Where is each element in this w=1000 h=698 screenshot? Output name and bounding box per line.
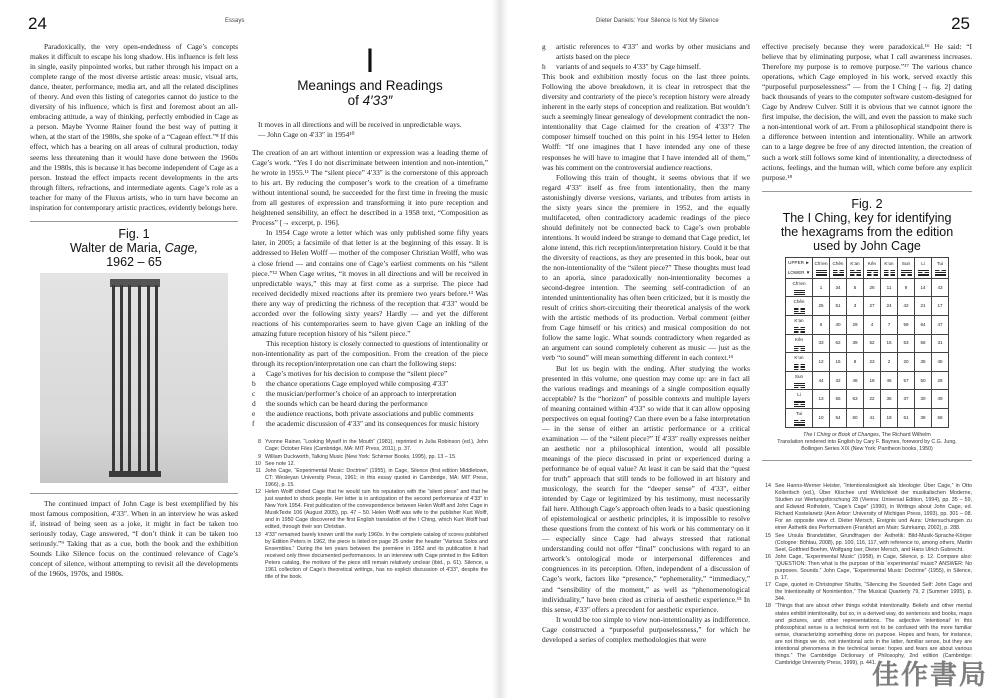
hexagram-cell: 62: [830, 334, 847, 353]
trigram-icon: [794, 290, 805, 296]
divider: [762, 460, 972, 461]
table-row: [786, 409, 949, 428]
divider: [762, 191, 972, 192]
column-header: Li: [915, 257, 932, 278]
footnote: 16 John Cage, “Experimental Music” (1958), in Cage, Silence, p. 12. Compare also: “QUESTION: Then what is the purpose of this ‘experimental’ music? ANSWER: No purposes. Sounds.” John Cage, “Experimental Music: Doctrine” (1955), in Silence, p. 17.: [765, 553, 972, 582]
hexagram-cell: 31: [932, 334, 949, 353]
table-row: [786, 315, 949, 334]
hexagram-cell: 18: [864, 371, 881, 390]
hexagram-cell: 57: [898, 371, 915, 390]
corner-header: UPPER ► LOWER ▼: [786, 257, 813, 278]
running-head: Essays: [225, 18, 245, 24]
hexagram-cell: 43: [932, 278, 949, 297]
hexagram-cell: 19: [881, 409, 898, 428]
trigram-icon: [794, 420, 805, 426]
hexagram-cell: 41: [864, 409, 881, 428]
hexagram-cell: 11: [881, 278, 898, 297]
hexagram-cell: 23: [864, 353, 881, 372]
trigram-icon: [794, 308, 805, 314]
footnote: 13 4′33″ remained barely known until the early 1960s. In the complete catalog of scores published by Edition Peters in 1962, the piece is listed on page 25 under the header “Various Solos and Ensembles.” During the ten years between the premiere in 1952 and its publication it had received only three documented performances. In an interview with Cage printed in the Edition Peters catalog, the motives of the piece still remain relatively unclear (ibid., p. 61). Silence, a 1961 collection of Cage’s theoretical writings, has no explicit discussion of 4′33″, despite the title of the book.: [255, 531, 488, 581]
hexagram-cell: 51: [830, 297, 847, 316]
trigram-icon: [901, 270, 912, 276]
hexagram-cell: 28: [932, 371, 949, 390]
running-head: Dieter Daniels: Your Silence Is Not My Silence: [596, 18, 719, 24]
footnotes: [252, 439, 488, 581]
epigraph-quote: It moves in all directions and will be received in unpredictable ways.: [258, 120, 462, 129]
body-paragraph: In 1954 Cage wrote a letter which was only published some fifty years later, in 2005; a facsimile of that letter is at the beginning of this essay. It is addressed to Helen Wolff — mother of the composer Christian Wolff, who was a close friend — and contains one of Cage’s earliest comments on his “silent piece.”¹² When Cage writes, “it moves in all directions and will be received in unpredictable ways,” this may at first come as a surprise. The piece had received decidedly mixed reactions after its premiere two years before.¹³ Was there any way of predicting the richness of the reception that 4′33″ would be accorded over the following sixty years? Hardly — and yet the different reactions of his contemporaries seem to have given Cage an inkling of the amazing future reception history of his “silent piece.”: [252, 228, 488, 338]
row-header: Li: [786, 390, 813, 409]
publisher-watermark: 佳作書局: [872, 660, 988, 691]
hexagram-cell: 40: [830, 315, 847, 334]
row-header: K’un: [786, 353, 813, 372]
table-row: [786, 390, 949, 409]
hexagram-cell: 60: [847, 409, 864, 428]
footnote: 18 “Things that are about other things exhibit intentionality. Beliefs and other mental states exhibit intentionality, but so, in a derived way, do sentences and books, maps and pictures, and other representations. The adjective ‘intentional’ in this philosophical sense is a technical term not to be confused with the more familiar sense, characterizing something done on purpose. Hopes and fears, for instance, are not things we do, not intentional acts in the latter, familiar sense, but they are intentional phenomena in the technical sense: hopes and fears are about various things.” The Cambridge Dictionary of Philosophy, 2nd edition (Cambridge: Cambridge University Press, 1999), p. 441.: [765, 603, 972, 667]
page-number: 25: [951, 14, 970, 33]
trigram-icon: [794, 327, 805, 333]
figure-1-title: Fig. 1 Walter de Maria, Cage, 1962 – 65: [69, 226, 199, 269]
trigram-icon: [850, 270, 861, 276]
epigraph-attribution: — John Cage on 4′33″ in 1954¹⁰: [258, 130, 355, 139]
hexagram-cell: 49: [932, 390, 949, 409]
column-header: Chên: [830, 257, 847, 278]
hexagram-cell: 14: [915, 278, 932, 297]
hexagram-cell: 54: [830, 409, 847, 428]
i-ching-hexagram-table: [785, 257, 949, 428]
trigram-icon: [794, 346, 805, 352]
hexagram-cell: 30: [915, 390, 932, 409]
right-column-2: [762, 42, 972, 667]
hexagram-cell: 7: [881, 315, 898, 334]
list-item: b the chance operations Cage employed while composing 4′33″: [252, 379, 449, 389]
table-row: [786, 371, 949, 390]
row-header: Chên: [786, 297, 813, 316]
divider: [30, 221, 238, 222]
hexagram-cell: 39: [847, 334, 864, 353]
footnote: 15 See Ursula Brandstätter, Grundfragen der Ästhetik: Bild-Musik-Sprache-Körper (Cologne: Böhlau, 2008), pp. 100, 116, 117, with reference to, among others, Martin Seel, Gottfried Boehm, Wolfgang Iser, Dieter Mersch, and Hans Ulrich Gubrecht.: [765, 532, 972, 553]
trigram-icon: [816, 270, 827, 276]
body-paragraph: Following this train of thought, it seems obvious that if we regard 4′33″ itself as free from intentionality, then the many astonishingly diverse versions, variants, and tributes from artists in the sixty years since the premiere in 1952, and the equally multifaceted, often contradictory academic readings of the piece should definitely not be connected back to Cage’s own probable intentions. It would indeed be strange to demand that Cage predict, let alone intend, this rich reception/interpretation history. Could it be that the diversity of reactions, as they are presented in this book, bear out the non-intentionality of the “silent piece?” These thoughts must lead to an aporia, since paradoxically non-intentionality becomes a second-degree intention. The seeming self-contradiction of an intended unintentionality has often been criticized, but it is mostly the result of critics short-circuiting their theoretical analysis of the work with the artistic methods of its production. Verbal comment (either from Cage himself or his critics) and musical composition do not follow the same logic. What sounds contradictory when regarded as an argument can sound completely coherent as music — just as the verb “to sound” will mean something different in each context.¹⁴: [542, 172, 750, 363]
table-row: [786, 334, 949, 353]
hexagram-cell: 4: [864, 315, 881, 334]
hexagram-cell: 53: [898, 334, 915, 353]
body-paragraph: This book and exhibition mostly focus on the last three points. Following the above breakdown, it is clear in retrospect that the diversity and contrariety of the piece’s reception history were already inherent in the early steps of conception and realization. But wouldn’t such a seemingly linear genealogy of development contradict the non-intentionality that Cage claimed for the creation of 4′33″? The composer himself touched on this point in his 1954 letter to Helen Wolff: “If one imagines that I have intended any one of these responses he will have to imagine that I have intended all of them,” was his comment on the controversial audience reactions.: [542, 72, 750, 172]
column-header: Ch’ien: [813, 257, 830, 278]
column-header: Kên: [864, 257, 881, 278]
hexagram-cell: 5: [847, 278, 864, 297]
hexagram-cell: 24: [881, 297, 898, 316]
hexagram-cell: 44: [813, 371, 830, 390]
row-header: K’an: [786, 315, 813, 334]
hexagram-cell: 52: [864, 334, 881, 353]
left-column-1: [30, 42, 238, 579]
page-number: 24: [28, 14, 47, 33]
list-item: e the audience reactions, both private associations and public comments: [252, 409, 474, 419]
trigram-icon: [794, 364, 805, 370]
hexagram-cell: 32: [830, 371, 847, 390]
hexagram-cell: 22: [864, 390, 881, 409]
hexagram-cell: 29: [847, 315, 864, 334]
hexagram-cell: 26: [864, 278, 881, 297]
table-row: [786, 278, 949, 297]
hexagram-cell: 64: [915, 315, 932, 334]
trigram-icon: [833, 270, 844, 276]
column-header: K’an: [847, 257, 864, 278]
body-paragraph: It would be too simple to view non-intentionality as indifference. Cage constructed a “purposeful purposelessness,” for which he developed a series of complex methodologies that were: [542, 614, 750, 644]
hexagram-cell: 16: [830, 353, 847, 372]
hexagram-cell: 17: [932, 297, 949, 316]
column-header: K’un: [881, 257, 898, 278]
hexagram-cell: 21: [915, 297, 932, 316]
hexagram-cell: 58: [932, 409, 949, 428]
list-item: g artistic references to 4′33″ and works by other musicians and artists based on the piece: [542, 42, 750, 62]
trigram-icon: [918, 270, 929, 276]
table-row: [786, 297, 949, 316]
hexagram-cell: 6: [813, 315, 830, 334]
figure-1-photo-cage-sculpture: [40, 273, 228, 483]
hexagram-cell: 55: [830, 390, 847, 409]
hexagram-cell: 36: [881, 390, 898, 409]
footnote: 12 Helen Wolff chided Cage that he would ruin his reputation with the “silent piece” and that he just wanted to shock people. Her letter is in anticipation of the second performance of 4′33″ in New York 1954. First publication of the correspondence between Helen Wolff and John Cage in MusikTexte 106 (August 2005), pp. 47 – 50. Helen Wolff was wife to the publisher Kurt Wolff, and in 1950 Cage discovered the first English translation of the I Ching, which Kurt Wolff had edited, through their son Christian.: [255, 488, 489, 531]
list-item: f the academic discussion of 4′33″ and its consequences for music history: [252, 419, 480, 429]
hexagram-cell: 33: [813, 334, 830, 353]
epigraph: [252, 120, 488, 140]
divider: [30, 493, 238, 494]
hexagram-cell: 8: [847, 353, 864, 372]
column-header: Sun: [898, 257, 915, 278]
footnote: 9 William Duckworth, Talking Music (New York: Schirmer Books, 1995), pp. 13 – 15.: [258, 453, 457, 460]
hexagram-cell: 3: [847, 297, 864, 316]
row-header: Ch’ien: [786, 278, 813, 297]
hexagram-cell: 35: [915, 353, 932, 372]
trigram-icon: [884, 270, 895, 276]
hexagram-cell: 45: [932, 353, 949, 372]
hexagram-cell: 20: [898, 353, 915, 372]
cage-sculpture-image: [112, 277, 158, 477]
footnote: 11 John Cage, “Experimental Music: Doctrine” (1955), in Cage, Silence (first edition Middletown, CT: Wesleyan University Press, 1961; in this essay quoted in Cambridge, MA: MIT Press, 1966), p. 15.: [255, 467, 488, 488]
list-item: h variants of and sequels to 4′33″ by Cage himself.: [542, 62, 701, 72]
footnote: 14 See Hanns-Werner Heister, “Intentionslosigkeit als Ideologie: Über Cage,” in Otto Kolleritsch (ed.), Über Klischee und Wirklichkeit der musikalischen Moderne, Studien zur Wertungsforschung 28 (Vienna: Universal Edition, 1994), pp. 35 – 59, and Edward Rothstein, “Cage’s Cage” (1990), in Writings about John Cage, ed. Richard Kostelanetz (Ann Arbor: University of Michigan Press, 1993), pp. 301 – 08. For an opposite view cf. Dieter Mersch, Ereignis und Aura: Untersuchungen zu einer Ästhetik des Performativen (Frankfurt am Main: Suhrkamp, 2002), p. 288.: [765, 482, 972, 532]
hexagram-cell: 63: [847, 390, 864, 409]
hexagram-cell: 2: [881, 353, 898, 372]
body-paragraph: effective precisely because they were paradoxical.¹⁶ He said: “I believe that by eliminating purpose, what I call awareness increases. Therefore my purpose is to remove purpose.”¹⁷ The various chance operations, which Cage employed in his work, served exactly this “purposeful purposelessness” — from the I Ching [→ fig. 2] dating back thousands of years to the computer software custom-designed for Cage by Andrew Culver. Still it is obvious that we cannot ignore the first impulse, the decision, the will, and even the passion to make such a non-intentional work of art. From a philosophical standpoint there is a difference between intention and intentionality. While an artwork can to a large degree be free of any directed intention, the creation of such a work still follows some kind of intentionality, a directedness of actions, feelings, and the human will, which come before any explicit purpose.¹⁸: [762, 42, 972, 182]
hexagram-cell: 37: [898, 390, 915, 409]
steps-list: [252, 369, 488, 429]
row-header: Tui: [786, 409, 813, 428]
list-item: a Cage’s motives for his decision to compose the “silent piece”: [252, 369, 448, 379]
row-header: Kên: [786, 334, 813, 353]
trigram-icon: [935, 270, 946, 276]
figure-2-caption: The I Ching or Book of Changes, The Richard Wilhelm Translation rendered into English by Cary F. Baynes, foreword by C.G. Jung, Bollingen Series XIX (New York: Pantheon books, 1950): [777, 431, 957, 453]
hexagram-cell: 47: [932, 315, 949, 334]
intro-paragraph: Paradoxically, the very open-endedness of Cage’s concepts makes it difficult to escape his long shadow. His influence is felt less in single, easily pinpointed works, but rather through his impact on a complete range of the most diverse artistic areas: music, visual arts, dance, theater, performance, media art, and all the related disciplines of theory. And even this listing of categories cannot do justice to the diversity of his influence, which is first and foremost about an all-embracing attitude, a way of thinking, perfectly embodied in Cage as a person. Maybe Yvonne Rainer found the best way of putting it when, at the start of the 1980s, she spoke of a “Cagean effect.”⁸ If this effect, which has a bearing on all areas of cultural production, today seems less threatening than it would have done between the 1960s and the 1980s, this is because it has become independent of Cage as a person. Instead the effect impacts recent developments in the arts through filters, refractions, and intermediate agents. Cage’s role as a teacher for many of the Fluxus artists, who in turn have become an inspiration for contemporary artistic practices, evidently belongs here.: [30, 42, 238, 212]
steps-list-continued: [542, 42, 750, 72]
footnotes: [762, 483, 972, 667]
hexagram-cell: 25: [813, 297, 830, 316]
hexagram-cell: 48: [847, 371, 864, 390]
list-item: d the sounds which can be heard during the performance: [252, 399, 428, 409]
hexagram-cell: 9: [898, 278, 915, 297]
hexagram-cell: 27: [864, 297, 881, 316]
body-paragraph: But let us begin with the ending. After studying the works presented in this volume, one question may come up: are in fact all the various readings and meanings of a single composition equally acceptable? Is the “horizon” of possible contexts and multiple layers of meaning contained within 4′33″ so wide that it can allow opposing perspectives on equal footing? Can there even be a false interpretation — in the sense of either an artistic performance or a critical examination — of the “silent piece?” If 4′33″ really expresses neither an aesthetic nor a philosophical intention, would all possible meanings of the piece discussed in print or experienced during a performance be of equal value? At least it can be said that the “quest for truth” approach that still tends to be followed in art history and musicology, the search for the “deeper sense” of 4′33″, either intended by Cage or legitimized by his testimony, must necessarily fail here. Although Cage’s approach often leads to a basic questioning of epistemological or aesthetic principles, it is impossible to resolve these questions from the context of his work or his commentary on it — especially since Cage had always stressed that rational understanding could not offer “final” conclusions with regard to an artwork’s ontological mode or interpersonal differences and congruences in its perception. Often, independent of a discussion of Cage’s work, factors like “presence,” “ephemerality,” “immediacy,” and “sensibility of the moment,” as well as “phenomenological individuality,” have been cited as criteria of aesthetic experience.¹⁵ In this sense, 4′33″ offers a precedent for aesthetic experience.: [542, 363, 750, 614]
chapter-title: Meanings and Readings of 4′33″: [297, 78, 443, 108]
table-row: [786, 353, 949, 372]
body-paragraph: The creation of an art without intention or expression was a leading theme of Cage’s work. “Yes I do not discriminate between intention and non-intention,” he wrote in 1955.¹¹ The “silent piece” 4′33″ is the cornerstone of this approach to his art. By reducing the composer’s work to the creation of a timeframe without intentional sound, he succeeded for the first time in freeing the music from all gestures of expression and transforming it into pure reception and heightened sensibility, an effect he described in a 1958 text, “Composition as Process” [→ excerpt, p. 196].: [252, 148, 488, 228]
hexagram-cell: 42: [898, 297, 915, 316]
footnote: 17 Cage, quoted in Christopher Shultis, “Silencing the Sounded Self: John Cage and the Intentionality of Nonintention,” The Musical Quarterly 79, 2 (Summer 1995), p. 344.: [765, 582, 972, 603]
hexagram-cell: 46: [881, 371, 898, 390]
right-column-1: [542, 42, 750, 645]
hexagram-cell: 50: [915, 371, 932, 390]
hexagram-cell: 13: [813, 390, 830, 409]
trigram-icon: [867, 270, 878, 276]
column-header: Tui: [932, 257, 949, 278]
footnote: 10 See note 12.: [255, 460, 296, 467]
hexagram-cell: 56: [915, 334, 932, 353]
hexagram-cell: 34: [830, 278, 847, 297]
gutter-shadow: [492, 0, 500, 698]
row-header: Sun: [786, 371, 813, 390]
right-page: [500, 0, 1000, 698]
trigram-icon: [794, 383, 805, 389]
hexagram-cell: 10: [813, 409, 830, 428]
left-column-2: [252, 42, 488, 581]
hexagram-cell: 12: [813, 353, 830, 372]
gutter-shadow: [500, 0, 508, 698]
body-paragraph: This reception history is closely connected to questions of intentionality or non-intentionality as part of the composition. From the creation of the piece through its reception/interpretation one can chart the following steps:: [252, 338, 488, 368]
footnote: 8 Yvonne Rainer, “Looking Myself in the Mouth” (1981), reprinted in Julia Robinson (ed.), John Cage: October Files (Cambridge, MA: MIT Press, 2011), p. 37.: [258, 439, 488, 453]
hexagram-cell: 38: [915, 409, 932, 428]
trigram-icon: [794, 401, 805, 407]
hexagram-cell: 59: [898, 315, 915, 334]
hexagram-cell: 15: [881, 334, 898, 353]
figure-2-title: Fig. 2 The I Ching, key for identifying the hexagrams from the edition used by John Cage: [780, 196, 954, 253]
hexagram-cell: 1: [813, 278, 830, 297]
closing-paragraph: The continued impact of John Cage is best exemplified by his most famous composition, 4′33″. When in an interview he was asked if, instead of being seen as a joke, it might in fact be taken too seriously today, Cage answered, “I don’t think it can be taken too seriously.”⁹ Taking that as a cue, both the book and the exhibition Sounds Like Silence focus on the continued relevance of Cage’s concept of silence, without attempting to revisit all the developments of the 1960s, 1970s, and 1980s.: [30, 498, 238, 579]
hexagram-cell: 61: [898, 409, 915, 428]
list-item: c the musician/performer’s choice of an approach to interpretation: [252, 389, 457, 399]
chapter-number: I: [365, 42, 375, 80]
